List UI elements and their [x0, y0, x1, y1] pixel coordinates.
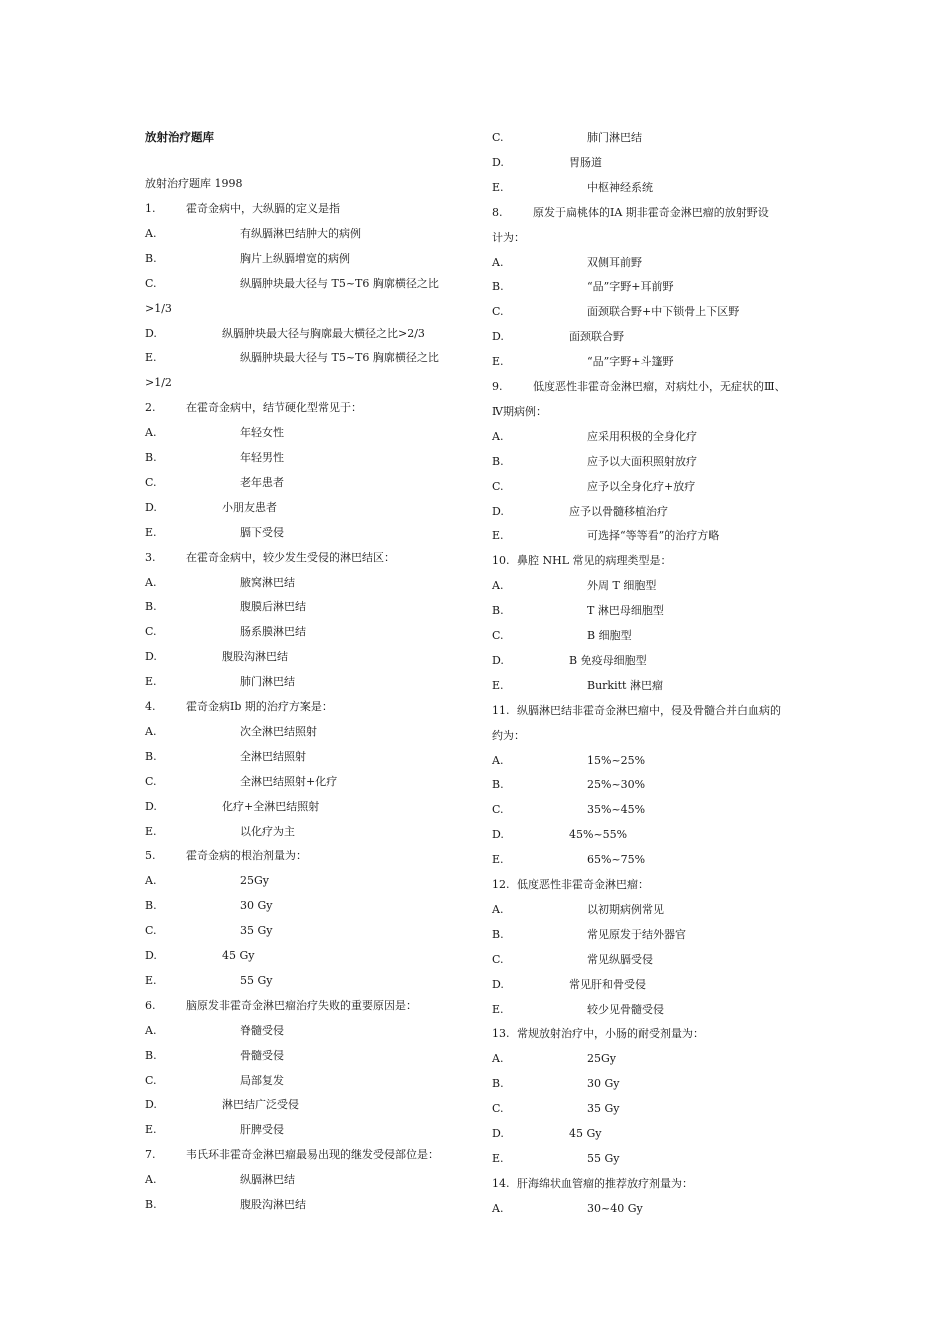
- option-text: 常见原发于结外器官: [587, 927, 686, 941]
- option-text: 25Gy: [240, 874, 269, 888]
- option-text: 胸片上纵膈增宽的病例: [240, 251, 350, 265]
- option-letter: B.: [145, 1048, 157, 1062]
- option-text: T 淋巴母细胞型: [587, 604, 664, 618]
- option-letter: D.: [145, 949, 157, 962]
- question-number: 8.: [492, 205, 503, 219]
- option-text: 45%~55%: [569, 828, 628, 842]
- option-letter: B.: [145, 451, 157, 464]
- option-letter: A.: [145, 1173, 157, 1187]
- question-number: 4.: [145, 700, 156, 713]
- option-letter: B.: [492, 280, 504, 294]
- option-text: 较少见骨髓受侵: [587, 1002, 664, 1016]
- option-text: 应予以大面积照射放疗: [587, 454, 697, 468]
- option-text: “品”字野+耳前野: [587, 280, 674, 294]
- question-number: 12.: [492, 878, 510, 891]
- question-text: 纵膈淋巴结非霍奇金淋巴瘤中，侵及骨髓合并白血病的: [517, 703, 781, 717]
- question-text: 脑原发非霍奇金淋巴瘤治疗失败的重要原因是：: [186, 998, 417, 1012]
- continuation-line: Ⅳ期病例：: [492, 404, 547, 418]
- option-letter: A.: [492, 429, 504, 443]
- option-text: 45 Gy: [569, 1127, 602, 1140]
- option-text: 有纵膈淋巴结肿大的病例: [240, 226, 361, 240]
- option-text: 纵膈肿块最大径与胸廓最大横径之比>2/3: [222, 326, 425, 340]
- option-text: 局部复发: [240, 1073, 284, 1087]
- option-letter: A.: [492, 902, 504, 916]
- option-text: “品”字野+斗篷野: [587, 355, 674, 369]
- option-letter: A.: [492, 1201, 504, 1215]
- question-text: 霍奇金病Ⅰb 期的治疗方案是：: [186, 700, 333, 713]
- option-text: 30 Gy: [240, 899, 273, 913]
- option-letter: A.: [492, 255, 504, 269]
- option-letter: C.: [492, 131, 504, 144]
- option-text: 纵膈淋巴结: [240, 1173, 295, 1187]
- option-text: 应予以全身化疗+放疗: [587, 479, 696, 493]
- option-text: 双侧耳前野: [587, 255, 642, 269]
- option-letter: D.: [145, 799, 157, 813]
- continuation-line: >1/3: [145, 301, 172, 315]
- option-letter: A.: [145, 575, 157, 589]
- option-letter: B.: [492, 1077, 504, 1091]
- option-letter: E.: [145, 675, 157, 689]
- question-text: 低度恶性非霍奇金淋巴瘤，对病灶小，无症状的Ⅲ、: [533, 380, 786, 393]
- question-number: 2.: [145, 401, 156, 415]
- page-title: 放射治疗题库: [145, 130, 214, 144]
- question-text: 在霍奇金病中，较少发生受侵的淋巴结区：: [186, 550, 395, 564]
- option-letter: E.: [145, 351, 157, 365]
- option-text: 面颈联合野: [569, 330, 624, 344]
- option-letter: E.: [492, 1002, 504, 1016]
- option-text: 30 Gy: [587, 1077, 620, 1091]
- option-letter: A.: [145, 874, 157, 888]
- option-text: 35 Gy: [240, 924, 273, 938]
- option-text: 肠系膜淋巴结: [240, 625, 306, 639]
- option-letter: E.: [145, 824, 157, 838]
- option-text: 次全淋巴结照射: [240, 724, 317, 738]
- question-number: 7.: [145, 1148, 156, 1162]
- option-text: 肺门淋巴结: [587, 131, 642, 144]
- option-text: 35%~45%: [587, 803, 646, 817]
- option-letter: E.: [492, 1151, 504, 1165]
- option-text: B 细胞型: [587, 629, 632, 642]
- question-text: 常规放射治疗中，小肠的耐受剂量为：: [517, 1027, 704, 1041]
- option-letter: B.: [492, 454, 504, 468]
- option-letter: B.: [492, 927, 504, 941]
- option-text: 肺门淋巴结: [240, 675, 295, 689]
- option-text: 骨髓受侵: [240, 1048, 284, 1062]
- option-letter: B.: [145, 1198, 157, 1211]
- option-letter: E.: [492, 355, 504, 369]
- question-number: 3.: [145, 550, 156, 564]
- question-number: 9.: [492, 380, 503, 393]
- question-number: 10.: [492, 554, 510, 568]
- option-letter: C.: [145, 475, 157, 489]
- question-text: 韦氏环非霍奇金淋巴瘤最易出现的继发受侵部位是：: [186, 1148, 439, 1162]
- option-text: 腹膜后淋巴结: [240, 600, 306, 614]
- option-letter: E.: [492, 180, 504, 194]
- option-text: 年轻女性: [240, 426, 284, 440]
- option-letter: C.: [145, 276, 157, 290]
- question-text: 霍奇金病的根治剂量为：: [186, 849, 307, 863]
- option-text: 面颈联合野+中下锁骨上下区野: [587, 305, 740, 319]
- option-letter: B.: [145, 749, 157, 763]
- option-letter: D.: [145, 650, 157, 664]
- option-letter: C.: [492, 1102, 504, 1116]
- option-text: 以化疗为主: [240, 824, 295, 838]
- option-letter: E.: [492, 853, 504, 867]
- option-text: 腹股沟淋巴结: [240, 1198, 306, 1211]
- option-letter: C.: [492, 952, 504, 966]
- option-letter: A.: [145, 426, 157, 440]
- option-letter: E.: [492, 678, 504, 692]
- option-letter: B.: [492, 778, 504, 792]
- question-number: 13.: [492, 1027, 510, 1041]
- option-letter: A.: [492, 579, 504, 593]
- option-letter: C.: [492, 479, 504, 493]
- option-text: 常见纵膈受侵: [587, 952, 653, 966]
- question-text: 低度恶性非霍奇金淋巴瘤：: [517, 878, 649, 891]
- question-text: 在霍奇金病中，结节硬化型常见于：: [186, 401, 362, 415]
- option-letter: D.: [492, 155, 504, 169]
- question-number: 1.: [145, 202, 156, 215]
- option-text: 化疗+全淋巴结照射: [222, 799, 320, 813]
- option-text: 膈下受侵: [240, 525, 284, 539]
- option-text: 常见肝和骨受侵: [569, 977, 646, 991]
- option-text: 全淋巴结照射+化疗: [240, 774, 338, 788]
- option-letter: A.: [145, 226, 157, 240]
- option-letter: D.: [492, 1127, 504, 1140]
- option-text: 外周 T 细胞型: [587, 579, 657, 593]
- continuation-line: 约为：: [492, 728, 525, 742]
- question-text: 肝海绵状血管瘤的推荐放疗剂量为：: [517, 1176, 693, 1190]
- option-letter: A.: [492, 1052, 504, 1066]
- option-letter: D.: [492, 330, 504, 344]
- option-letter: D.: [145, 500, 157, 514]
- option-letter: A.: [145, 1023, 157, 1037]
- option-text: 淋巴结广泛受侵: [222, 1098, 299, 1112]
- option-letter: D.: [492, 828, 504, 842]
- option-text: 小朋友患者: [222, 500, 277, 514]
- option-text: 以初期病例常见: [587, 902, 664, 916]
- option-text: 应予以骨髓移植治疗: [569, 504, 668, 518]
- option-text: 中枢神经系统: [587, 180, 653, 194]
- option-text: 65%~75%: [587, 853, 646, 867]
- option-letter: B.: [145, 600, 157, 614]
- option-letter: C.: [145, 924, 157, 938]
- option-text: 45 Gy: [222, 949, 255, 962]
- continuation-line: 计为：: [492, 230, 525, 244]
- option-letter: E.: [145, 525, 157, 539]
- option-letter: D.: [492, 504, 504, 518]
- option-text: 25Gy: [587, 1052, 616, 1066]
- option-text: 可选择“等等看”的治疗方略: [587, 529, 720, 543]
- option-text: 55 Gy: [240, 973, 273, 987]
- option-text: 老年患者: [240, 475, 284, 489]
- question-text: 鼻腔 NHL 常见的病理类型是：: [517, 554, 672, 568]
- option-text: 腹股沟淋巴结: [222, 650, 288, 664]
- option-letter: E.: [145, 973, 157, 987]
- subtitle: 放射治疗题库 1998: [145, 177, 243, 190]
- option-text: 纵膈肿块最大径与 T5~T6 胸廓横径之比: [240, 276, 439, 290]
- option-letter: C.: [492, 803, 504, 817]
- option-letter: A.: [492, 753, 504, 767]
- option-letter: D.: [492, 977, 504, 991]
- option-letter: C.: [145, 625, 157, 639]
- option-text: 年轻男性: [240, 451, 284, 464]
- option-text: 腋窝淋巴结: [240, 575, 295, 589]
- option-text: B 免疫母细胞型: [569, 653, 647, 667]
- option-text: 脊髓受侵: [240, 1023, 284, 1037]
- continuation-line: >1/2: [145, 376, 172, 390]
- option-letter: B.: [492, 604, 504, 618]
- option-letter: E.: [492, 529, 504, 543]
- option-letter: C.: [492, 629, 504, 642]
- option-text: Burkitt 淋巴瘤: [587, 678, 663, 692]
- option-text: 35 Gy: [587, 1102, 620, 1116]
- option-letter: B.: [145, 251, 157, 265]
- option-letter: C.: [492, 305, 504, 319]
- option-text: 胃肠道: [569, 155, 602, 169]
- question-number: 11.: [492, 703, 510, 717]
- option-letter: C.: [145, 774, 157, 788]
- option-letter: C.: [145, 1073, 157, 1087]
- question-number: 6.: [145, 998, 156, 1012]
- question-number: 14.: [492, 1176, 510, 1190]
- option-letter: E.: [145, 1123, 157, 1137]
- option-text: 25%~30%: [587, 778, 646, 792]
- question-text: 原发于扁桃体的ⅠA 期非霍奇金淋巴瘤的放射野设: [533, 205, 769, 219]
- option-text: 15%~25%: [587, 753, 646, 767]
- option-text: 55 Gy: [587, 1151, 620, 1165]
- option-letter: D.: [145, 1098, 157, 1112]
- option-letter: A.: [145, 724, 157, 738]
- option-text: 30~40 Gy: [587, 1201, 643, 1215]
- option-letter: D.: [145, 326, 157, 340]
- question-number: 5.: [145, 849, 156, 863]
- option-text: 全淋巴结照射: [240, 749, 306, 763]
- option-letter: B.: [145, 899, 157, 913]
- question-text: 霍奇金病中，大纵膈的定义是指: [186, 202, 340, 215]
- option-text: 肝脾受侵: [240, 1123, 284, 1137]
- option-text: 纵膈肿块最大径与 T5~T6 胸廓横径之比: [240, 351, 439, 365]
- option-text: 应采用积极的全身化疗: [587, 429, 697, 443]
- option-letter: D.: [492, 653, 504, 667]
